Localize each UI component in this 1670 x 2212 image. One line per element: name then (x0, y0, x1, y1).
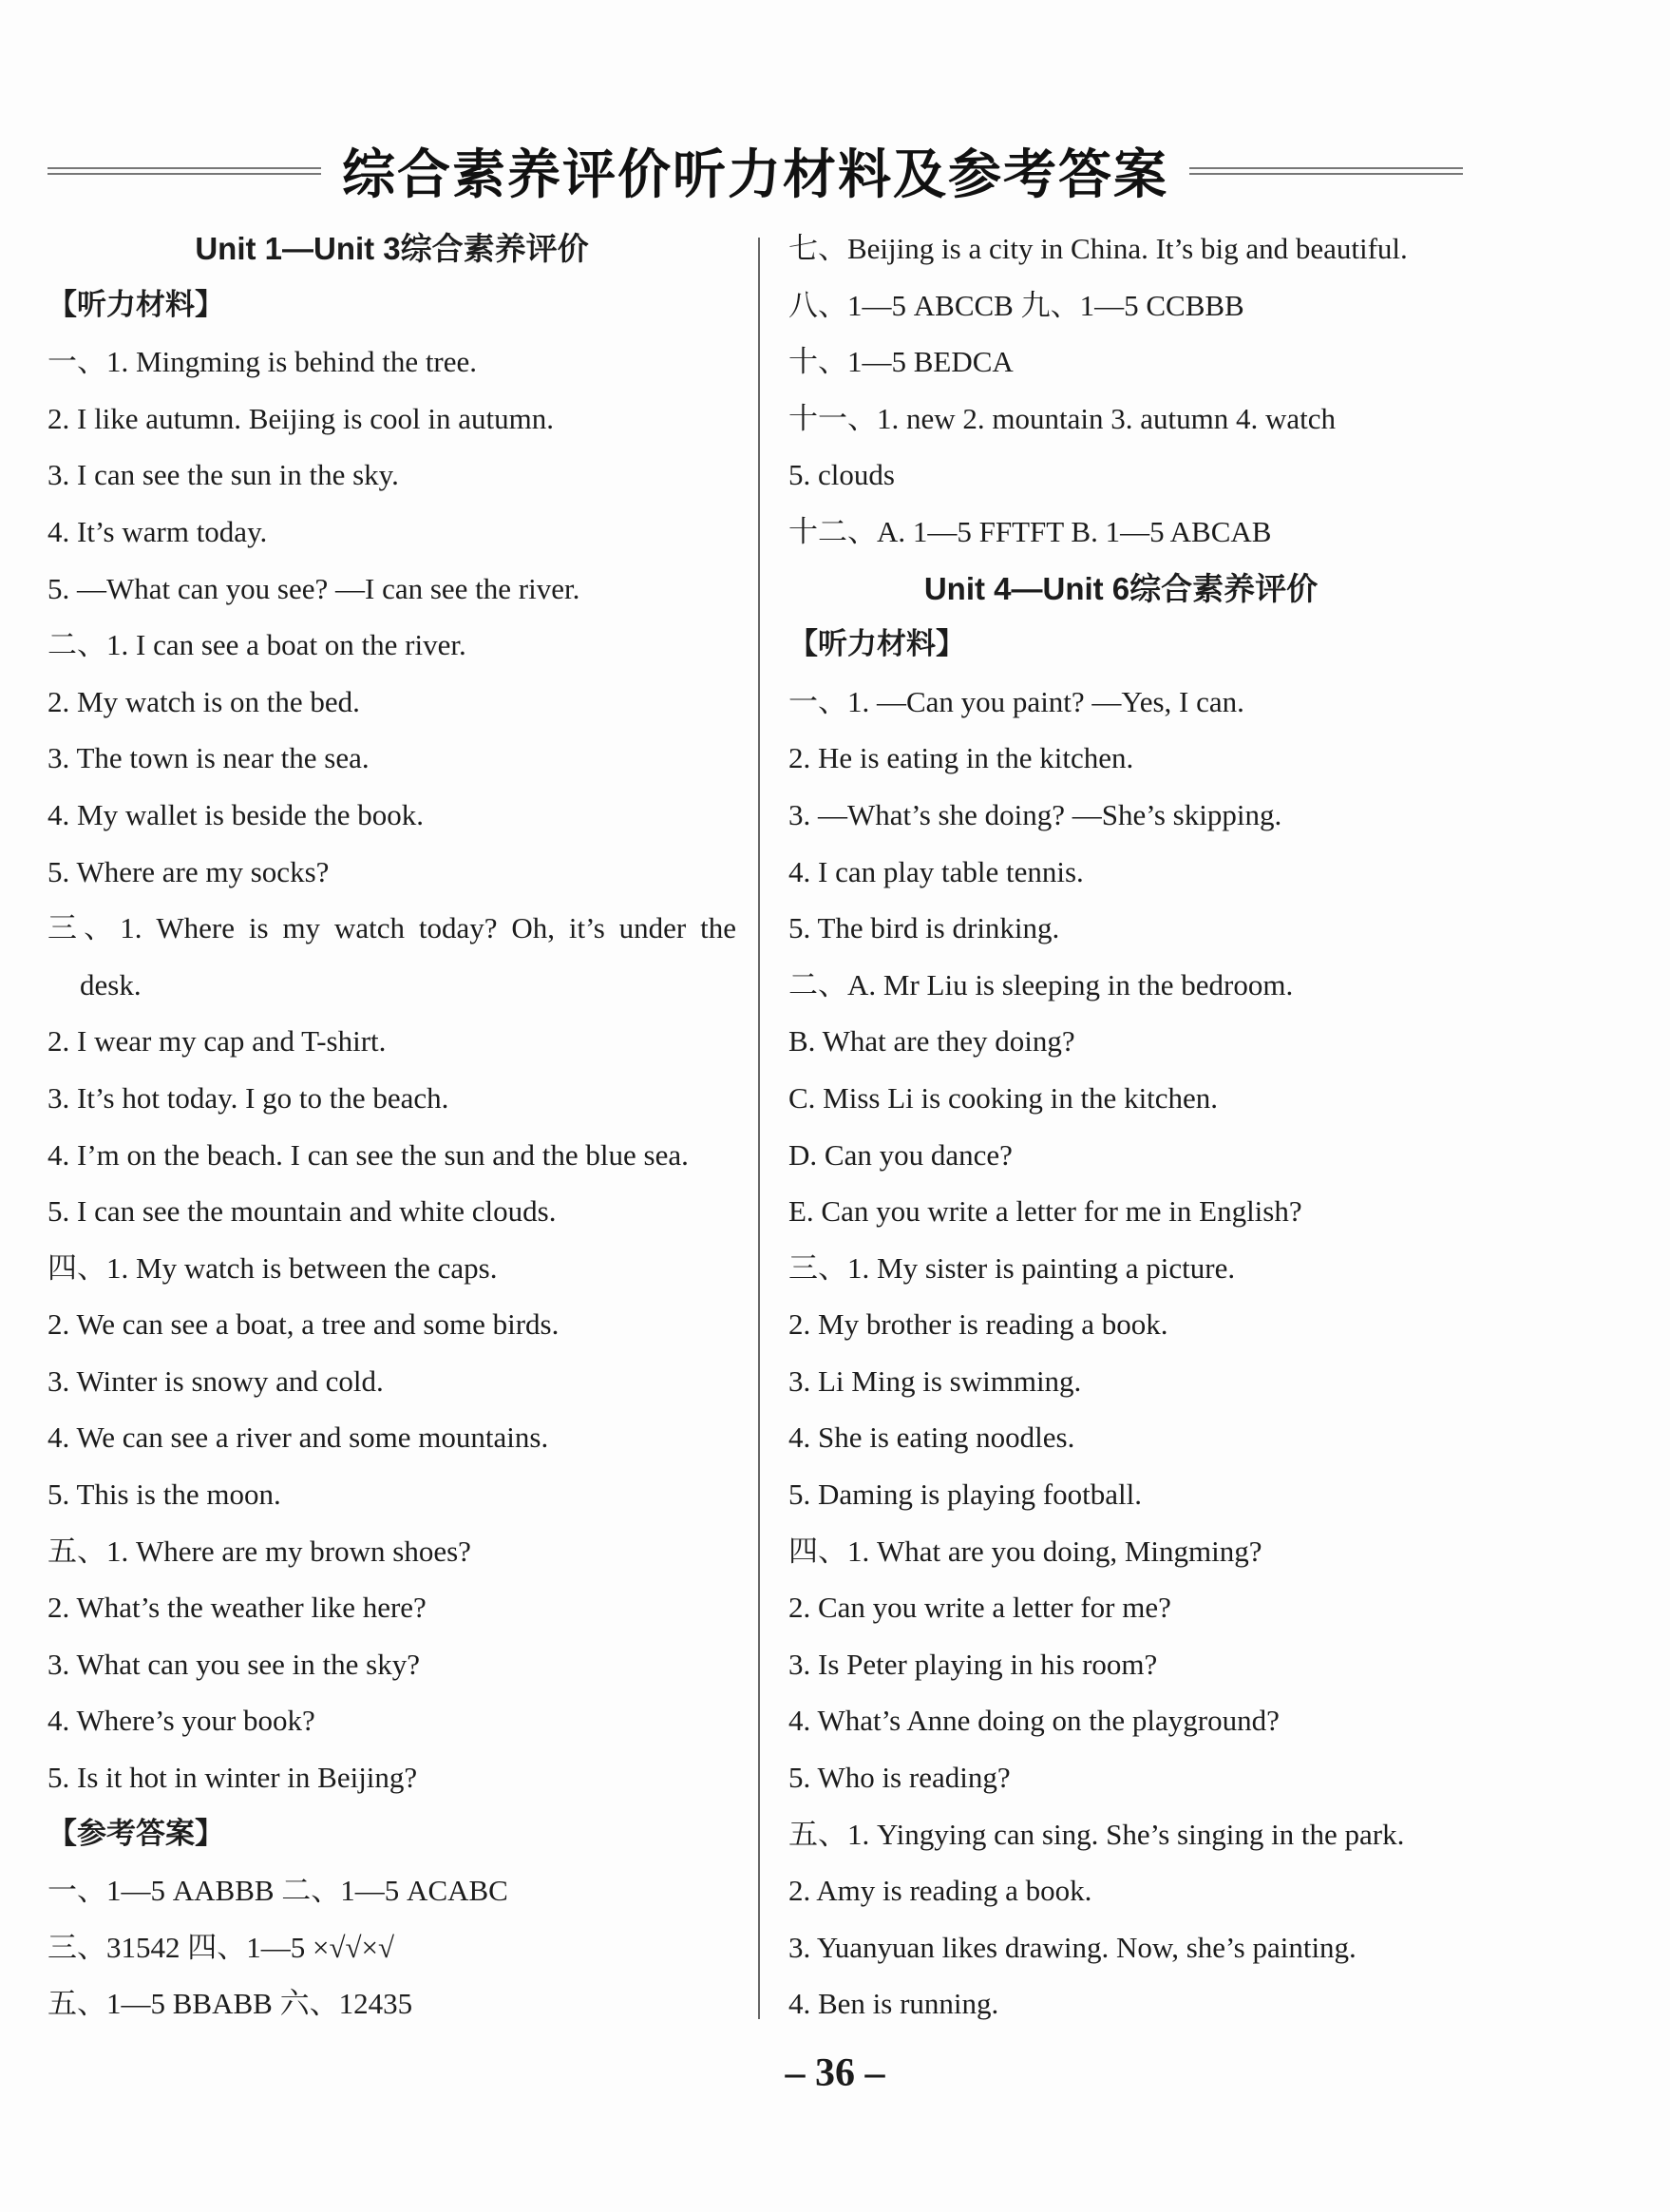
text-line: 4. What’s Anne doing on the playground? (788, 1704, 1280, 1738)
text-line: E. Can you write a letter for me in English? (788, 1194, 1302, 1229)
text-line: 3. Winter is snowy and cold. (47, 1363, 384, 1398)
page-header (47, 122, 1463, 220)
text-line: 四、1. What are you doing, Mingming? (788, 1534, 1262, 1568)
text-line: 5. Who is reading? (788, 1761, 1011, 1795)
page-title: 综合素养评价听力材料及参考答案 (342, 144, 1168, 206)
text-line: 五、1. Yingying can sing. She’s singing in the park. (788, 1817, 1405, 1851)
text-line: 七、Beijing is a city in China. It’s big and beautiful. (788, 232, 1408, 265)
text-line: 3. It’s hot today. I go to the beach. (47, 1080, 449, 1115)
text-line: C. Miss Li is cooking in the kitchen. (788, 1080, 1219, 1115)
text-line: 4. I’m on the beach. I can see the sun and the blue sea. (47, 1137, 689, 1172)
text-line: 5. I can see the mountain and white clouds. (47, 1194, 557, 1229)
text-line: 八、1—5 ABCCB 九、1—5 CCBBB (788, 288, 1244, 322)
section-label: 【听力材料】 (788, 627, 965, 662)
text-line: 2. My watch is on the bed. (47, 684, 360, 718)
text-line: 3. Is Peter playing in his room? (788, 1647, 1158, 1681)
text-line: 4. I can play table tennis. (788, 854, 1084, 888)
text-line: 5. Where are my socks? (47, 854, 330, 888)
left-column (47, 220, 736, 2032)
text-line: 2. Can you write a letter for me? (788, 1591, 1171, 1625)
text-line: 一、1. —Can you paint? —Yes, I can. (788, 684, 1244, 718)
text-line: 4. She is eating noodles. (788, 1421, 1075, 1455)
text-line: 十二、A. 1—5 FFTFT B. 1—5 ABCAB (788, 514, 1272, 548)
text-line: 3. Li Ming is swimming. (788, 1363, 1082, 1398)
text-line: 5. Daming is playing football. (788, 1478, 1142, 1512)
text-line: 2. I wear my cap and T-shirt. (47, 1024, 387, 1058)
text-line: 4. It’s warm today. (47, 514, 268, 548)
text-line: 4. My wallet is beside the book. (47, 797, 425, 831)
text-line: 3. Yuanyuan likes drawing. Now, she’s painting. (788, 1930, 1357, 1964)
text-line: D. Can you dance? (788, 1137, 1013, 1172)
page-number: – 36 – (785, 2051, 885, 2095)
text-line: 三、31542 四、1—5 ×√√×√ (47, 1930, 395, 1964)
text-line: 3. I can see the sun in the sky. (47, 458, 399, 492)
text-line: 五、1—5 BBABB 六、12435 (47, 1987, 413, 2021)
text-line: 2. My brother is reading a book. (788, 1307, 1168, 1342)
text-line: 5. This is the moon. (47, 1478, 281, 1512)
text-line: 十、1—5 BEDCA (788, 345, 1014, 379)
text-line: 四、1. My watch is between the caps. (47, 1250, 498, 1285)
right-column (788, 220, 1453, 2032)
text-line: 一、1. Mingming is behind the tree. (47, 345, 478, 379)
text-line: 5. The bird is drinking. (788, 911, 1060, 945)
text-line: 5. clouds (788, 458, 895, 492)
text-line: 3. What can you see in the sky? (47, 1647, 420, 1681)
section-label: 【参考答案】 (47, 1816, 224, 1851)
text-line: 4. We can see a river and some mountains. (47, 1421, 549, 1455)
text-line: 十一、1. new 2. mountain 3. autumn 4. watch (788, 401, 1336, 435)
header-rule-left (47, 167, 321, 175)
text-line: 2. He is eating in the kitchen. (788, 741, 1134, 775)
text-line: 5. —What can you see? —I can see the river. (47, 571, 580, 605)
text-line: 4. Where’s your book? (47, 1704, 315, 1738)
text-line: 2. What’s the weather like here? (47, 1591, 427, 1625)
text-line: 2. I like autumn. Beijing is cool in autumn. (47, 401, 554, 435)
text-line: desk. (80, 967, 142, 1001)
text-line: 二、A. Mr Liu is sleeping in the bedroom. (788, 967, 1294, 1001)
text-line: 五、1. Where are my brown shoes? (47, 1534, 471, 1568)
section-heading: Unit 4—Unit 6综合素养评价 (923, 570, 1319, 606)
text-line: 一、1—5 AABBB 二、1—5 ACABC (47, 1874, 508, 1908)
text-line: 3. The town is near the sea. (47, 741, 370, 775)
section-label: 【听力材料】 (47, 287, 224, 322)
text-line: 三、1. Where is my watch today? Oh, it’s under the (47, 911, 736, 945)
text-line: 2. Amy is reading a book. (788, 1874, 1092, 1908)
text-line: 2. We can see a boat, a tree and some birds. (47, 1307, 560, 1342)
text-line: 三、1. My sister is painting a picture. (788, 1250, 1236, 1285)
text-line: 3. —What’s she doing? —She’s skipping. (788, 797, 1282, 831)
section-heading: Unit 1—Unit 3综合素养评价 (195, 231, 589, 266)
column-divider (758, 238, 760, 2019)
header-rule-right (1189, 167, 1463, 175)
text-line: B. What are they doing? (788, 1024, 1075, 1058)
text-line: 4. Ben is running. (788, 1987, 999, 2021)
text-line: 5. Is it hot in winter in Beijing? (47, 1761, 418, 1795)
text-line: 二、1. I can see a boat on the river. (47, 628, 466, 662)
